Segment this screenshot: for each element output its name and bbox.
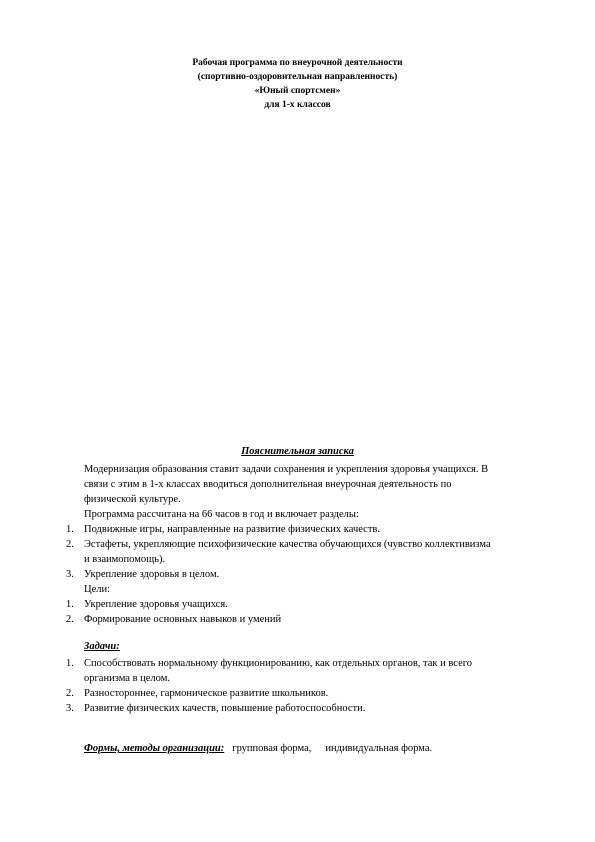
list-item (66, 567, 556, 582)
intro-line-1: Модернизация образования ставит задачи сохранения и укрепления здоровья учащихся. В (84, 464, 489, 475)
list-number: 2. (66, 614, 74, 625)
list-number: 1. (66, 658, 74, 669)
list-text-continued: организма в целом. (84, 673, 170, 684)
intro-line-3: физической культуре. (84, 494, 181, 505)
forms-value-group: групповая форма, (232, 743, 312, 754)
list-number: 3. (66, 569, 74, 580)
title-line-4: для 1-х классов (264, 100, 331, 110)
list-text: Разностороннее, гармоническое развитие школьников. (84, 688, 329, 699)
list-text: Способствовать нормальному функционированию, как отдельных органов, так и всего (84, 658, 473, 669)
list-number: 1. (66, 599, 74, 610)
list-item (66, 522, 556, 537)
title-line-2: (спортивно-оздоровительная направленность) (197, 72, 398, 82)
list-text: Подвижные игры, направленные на развитие физических качеств. (84, 524, 381, 535)
intro-line-4: Программа рассчитана на 66 часов в год и включает разделы: (84, 509, 359, 520)
title-line-1: Рабочая программа по внеурочной деятельности (192, 58, 403, 68)
list-text: Укрепление здоровья учащихся. (84, 599, 228, 610)
section-heading: Пояснительная записка (241, 446, 354, 457)
title-line-3: «Юный спортсмен» (254, 86, 341, 96)
tasks-list (66, 656, 556, 716)
list-item (66, 701, 556, 716)
list-text: Формирование основных навыков и умений (84, 614, 282, 625)
forms-label: Формы, методы организации: (84, 743, 225, 754)
list-text: Укрепление здоровья в целом. (84, 569, 220, 580)
goals-label: Цели: (84, 584, 111, 595)
list-number: 2. (66, 688, 74, 699)
list-item (66, 597, 556, 612)
list-text: Развитие физических качеств, повышение работоспособности. (84, 703, 366, 714)
list-text: Эстафеты, укрепляющие психофизические качества обучающихся (чувство коллективизма (84, 539, 491, 550)
forms-value-individual: индивидуальная форма. (325, 743, 433, 754)
intro-paragraph (84, 462, 554, 522)
list-item (66, 686, 556, 701)
list-item (66, 537, 556, 567)
list-number: 3. (66, 703, 74, 714)
list-number: 1. (66, 524, 74, 535)
intro-line-2: связи с этим в 1-х классах вводиться дополнительная внеурочная деятельность по (84, 479, 452, 490)
list-item (66, 612, 556, 627)
goals-list (66, 597, 556, 627)
document-title (0, 56, 595, 112)
list-text-continued: и взаимопомощь). (84, 554, 166, 565)
sections-list (66, 522, 556, 582)
list-number: 2. (66, 539, 74, 550)
list-item (66, 656, 556, 686)
tasks-label: Задачи: (84, 641, 120, 652)
forms-line (84, 743, 432, 754)
